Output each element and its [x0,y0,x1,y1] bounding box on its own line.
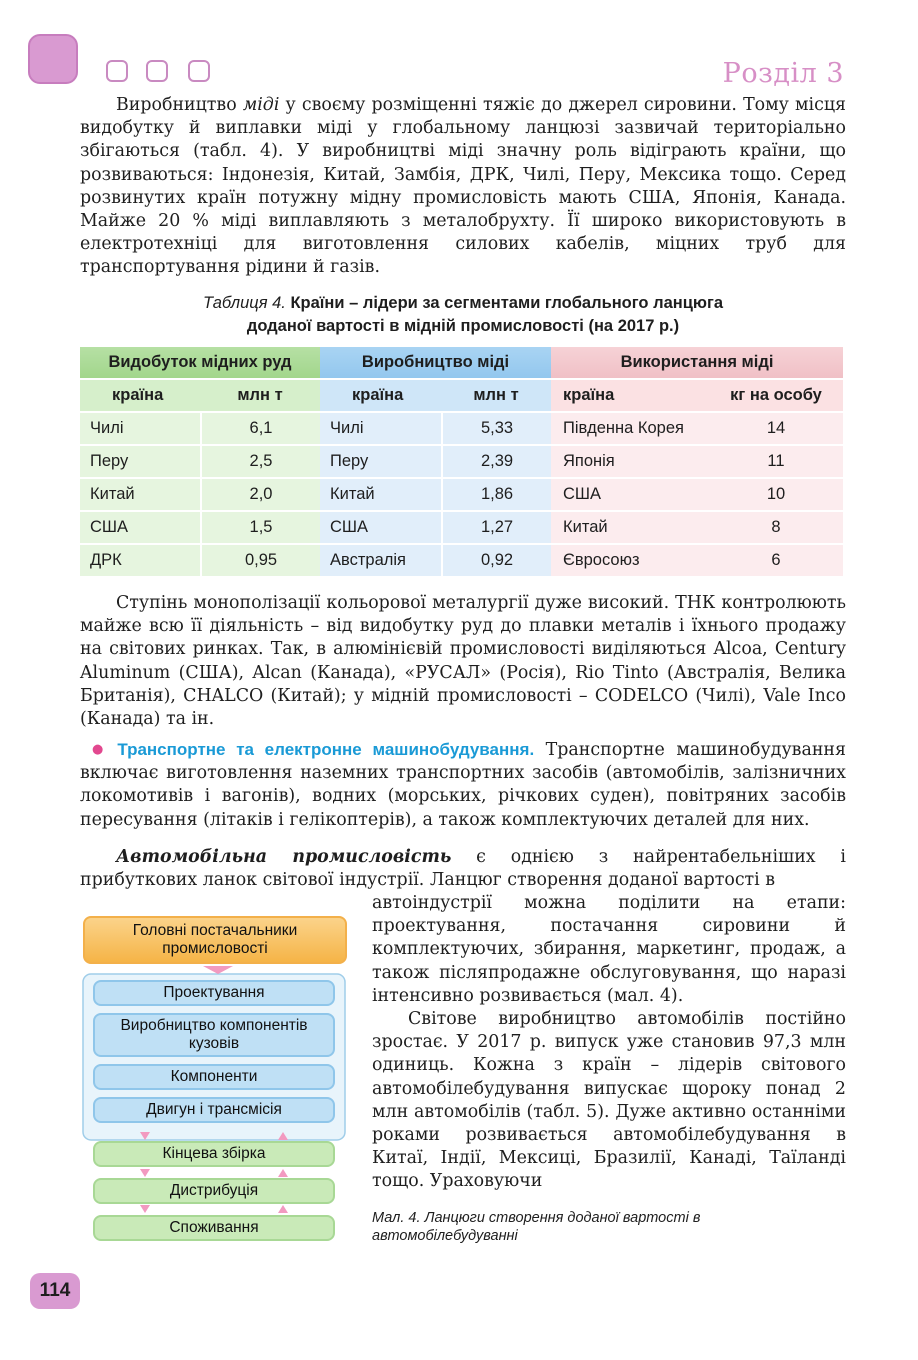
table-cell: Перу [320,446,441,477]
table-cell: 5,33 [441,413,551,444]
table-cell: 0,95 [200,545,320,576]
table-cell: Австралія [320,545,441,576]
transport-text: Транспортне машинобудування включає виготовлення наземних транспортних засобів (автомобілів, залізничних локомотивів і вагонів), водних (морських, річкових суден), повітряних засобів пересування (літаків і гелікоптерів), а також комплектуючих деталей для них. [80,740,846,830]
page-number: 114 [30,1273,80,1309]
table-caption-label: Таблиця 4. [202,294,286,312]
table-caption [80,292,846,338]
decor-square-2 [146,60,168,82]
figure-caption: Мал. 4. Ланцюги створення доданої вартості в автомобілебудуванні [372,1210,701,1244]
table-cell: 2,39 [441,446,551,477]
stage-final-assembly: Кінцева збірка [93,1141,335,1167]
stage-consumption: Споживання [93,1215,335,1241]
stage-distribution: Дистрибуція [93,1178,335,1204]
monopoly-paragraph: Ступінь монополізації кольорової металургії дуже високий. ТНК контролюють майже всю її діяльність – від видобутку руд до плавки металів і їхнього продажу на світових ринках. Так, в алюмінієвій промисловості виділяються Alcoa, Century Aluminum (США), Alcan (Канада), «РУСАЛ» (Росія), Rio Tinto (Австралія, Велика Британія), CHALCO (Китай); у мідній промисловості – CODELCO (Чилі), Vale Inco (Канада) та ін. [80,593,846,730]
decor-square-1 [106,60,128,82]
subheader-production-country: країна [320,380,441,411]
bullet-icon: ● [92,742,110,757]
table-cell: 11 [709,446,843,477]
intro-paragraph: Виробництво міді у своєму розміщенні тяжіє до джерел сировини. Тому місця видобутку й виплавки міді у глобальному ланцюзі зазвичай територіально збігаються (табл. 4). У виробництві міді значну роль відіграють країни, що розвиваються: Індонезія, Китай, Замбія, ДРК, Чилі, Перу, Мексика тощо. Серед розвинутих країн потужну мідну промисловість мають США, Японія, Канада. Майже 20 % міді виплавляють з металобрухту. Її широко використовують в електротехніці для виготовлення силових кабелів, міцних труб для транспортування рідини й газів. [80,95,847,278]
transport-heading: Транспортне та електронне машинобудування. [117,740,535,759]
table-caption-line1: Країни – лідери за сегментами глобального ланцюга [290,294,723,312]
stage-body-components: Виробництво компонентів кузовів [93,1013,335,1057]
subheader-usage-value: кг на особу [709,380,843,411]
table-cell: Перу [80,446,200,477]
table-row [80,512,843,543]
section-marker-square [28,34,78,84]
table-cell: Південна Корея [551,413,709,444]
table-cell: Чилі [320,413,441,444]
stage-engine-transmission: Двигун і трансмісія [93,1097,335,1123]
table-cell: 6,1 [200,413,320,444]
table-cell: Японія [551,446,709,477]
auto-paragraph-column: автоіндустрії можна поділити на етапи: проектування, постачання сировини й комплектуючих, збирання, маркетинг, продаж, а також післяпродажне обслуговування, що наразі інтенсивно розвивається (мал. 4). [372,893,846,1006]
production-paragraph: Світове виробництво автомобілів постійно зростає. У 2017 р. випуск уже становив 97,3 млн одиниць. Кожна з країн – лідерів світового автомобілебудування випускає щороку понад 2 млн автомобілів (табл. 5). Дуже активно останніми роками розвивається автомобілебудування в Китаї, Індії, Мексиці, Бразилії, Канаді, Таїланді тощо. Ураховуючи [372,1009,846,1192]
table-cell: ДРК [80,545,200,576]
table-cell: 1,27 [441,512,551,543]
table-cell: США [551,479,709,510]
table-cell: Китай [320,479,441,510]
section-title: Розділ 3 [722,58,844,89]
group-header-production: Виробництво міді [320,347,551,378]
table-cell: Китай [80,479,200,510]
group-header-usage: Використання міді [551,347,843,378]
subheader-mining-value: млн т [200,380,320,411]
table-cell: 10 [709,479,843,510]
table-row [80,446,843,477]
table-cell: 1,5 [200,512,320,543]
subheader-production-value: млн т [441,380,551,411]
table-cell: США [320,512,441,543]
table-row [80,479,843,510]
auto-paragraph-lead: Автомобільна промисловість є однією з найрентабельніших і прибуткових ланок світової індустрії. Ланцюг створення доданої вартості в [80,847,846,891]
stage-components: Компоненти [93,1064,335,1090]
table-cell: Чилі [80,413,200,444]
table-cell: 6 [709,545,843,576]
table-cell: Китай [551,512,709,543]
table-cell: Євросоюз [551,545,709,576]
table-cell: 1,86 [441,479,551,510]
subheader-mining-country: країна [80,380,200,411]
table-row [80,545,843,576]
diagram-top-suppliers: Головні постачальники промисловості [83,916,347,964]
table-caption-line2: доданої вартості в мідній промисловості (на 2017 р.) [246,317,680,335]
transport-paragraph [80,738,846,832]
table-cell: 8 [709,512,843,543]
subheader-usage-country: країна [551,380,709,411]
table-cell: 2,5 [200,446,320,477]
table-row [80,413,843,444]
auto-term: Автомобільна промисловість [116,847,452,867]
group-header-mining: Видобуток мідних руд [80,347,320,378]
stage-design: Проектування [93,980,335,1006]
table-cell: 14 [709,413,843,444]
table-cell: 0,92 [441,545,551,576]
decor-square-3 [188,60,210,82]
table-cell: 2,0 [200,479,320,510]
table-cell: США [80,512,200,543]
